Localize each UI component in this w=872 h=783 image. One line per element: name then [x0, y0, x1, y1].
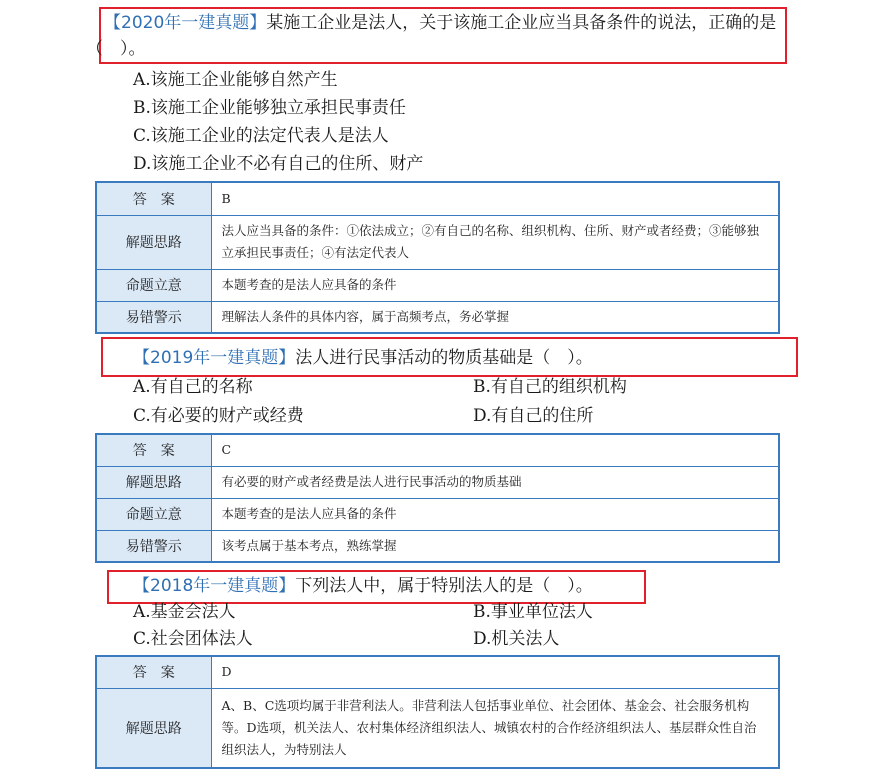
q2-answer-table: [95, 433, 780, 563]
q3-option-b: B.事业单位法人: [473, 602, 593, 622]
q1-option-d: D.该施工企业不必有自己的住所、财产: [133, 154, 424, 174]
q1-option-c: C.该施工企业的法定代表人是法人: [133, 126, 389, 146]
q2-answer-value: C: [211, 434, 779, 466]
question-2-stem: [133, 345, 593, 371]
q3-answer-label: 答 案: [96, 656, 211, 688]
question-1-tag: 【2020年一建真题】: [104, 13, 267, 33]
q1-idea-label: 解题思路: [96, 215, 211, 269]
q2-option-c: C.有必要的财产或经费: [133, 406, 304, 426]
q2-warn-label: 易错警示: [96, 530, 211, 562]
q2-option-b: B.有自己的组织机构: [473, 377, 627, 397]
q3-idea-label: 解题思路: [96, 688, 211, 768]
q2-purpose-label: 命题立意: [96, 498, 211, 530]
q1-option-a: A.该施工企业能够自然产生: [133, 70, 338, 90]
q1-answer-table: [95, 181, 780, 334]
q1-warn-label: 易错警示: [96, 301, 211, 333]
q2-warn-value: 该考点属于基本考点，熟练掌握: [211, 530, 779, 562]
q2-option-a: A.有自己的名称: [133, 377, 253, 397]
question-3-tag: 【2018年一建真题】: [133, 576, 296, 596]
q2-answer-label: 答 案: [96, 434, 211, 466]
q2-idea-value: 有必要的财产或者经费是法人进行民事活动的物质基础: [211, 466, 779, 498]
q2-option-d: D.有自己的住所: [473, 406, 594, 426]
q3-option-d: D.机关法人: [473, 629, 560, 649]
question-1-text: 某施工企业是法人，关于该施工企业应当具备条件的说法，正确的是（ ）。: [86, 13, 777, 59]
q3-option-a: A.基金会法人: [133, 602, 236, 622]
q1-idea-value: 法人应当具备的条件：①依法成立；②有自己的名称、组织机构、住所、财产或者经费；③能够独立承担民事责任；④有法定代表人: [211, 215, 779, 269]
q3-answer-table: [95, 655, 780, 769]
q3-option-c: C.社会团体法人: [133, 629, 253, 649]
q3-answer-value: D: [211, 656, 779, 688]
q1-purpose-value: 本题考查的是法人应具备的条件: [211, 269, 779, 301]
question-3-stem: [133, 573, 593, 599]
question-1-stem: [86, 10, 786, 62]
question-2-text: 法人进行民事活动的物质基础是（ ）。: [295, 348, 593, 368]
question-2-tag: 【2019年一建真题】: [133, 348, 296, 368]
question-3-text: 下列法人中，属于特别法人的是（ ）。: [295, 576, 593, 596]
q1-answer-value: B: [211, 182, 779, 215]
q1-option-b: B.该施工企业能够独立承担民事责任: [133, 98, 406, 118]
q3-idea-value: A、B、C选项均属于非营利法人。非营利法人包括事业单位、社会团体、基金会、社会服务机构等。D选项，机关法人、农村集体经济组织法人、城镇农村的合作经济组织法人、基层群众性自治组织法人，为特别法人: [211, 688, 779, 768]
q1-answer-label: 答 案: [96, 182, 211, 215]
q2-purpose-value: 本题考查的是法人应具备的条件: [211, 498, 779, 530]
q1-purpose-label: 命题立意: [96, 269, 211, 301]
q1-warn-value: 理解法人条件的具体内容，属于高频考点，务必掌握: [211, 301, 779, 333]
q2-idea-label: 解题思路: [96, 466, 211, 498]
